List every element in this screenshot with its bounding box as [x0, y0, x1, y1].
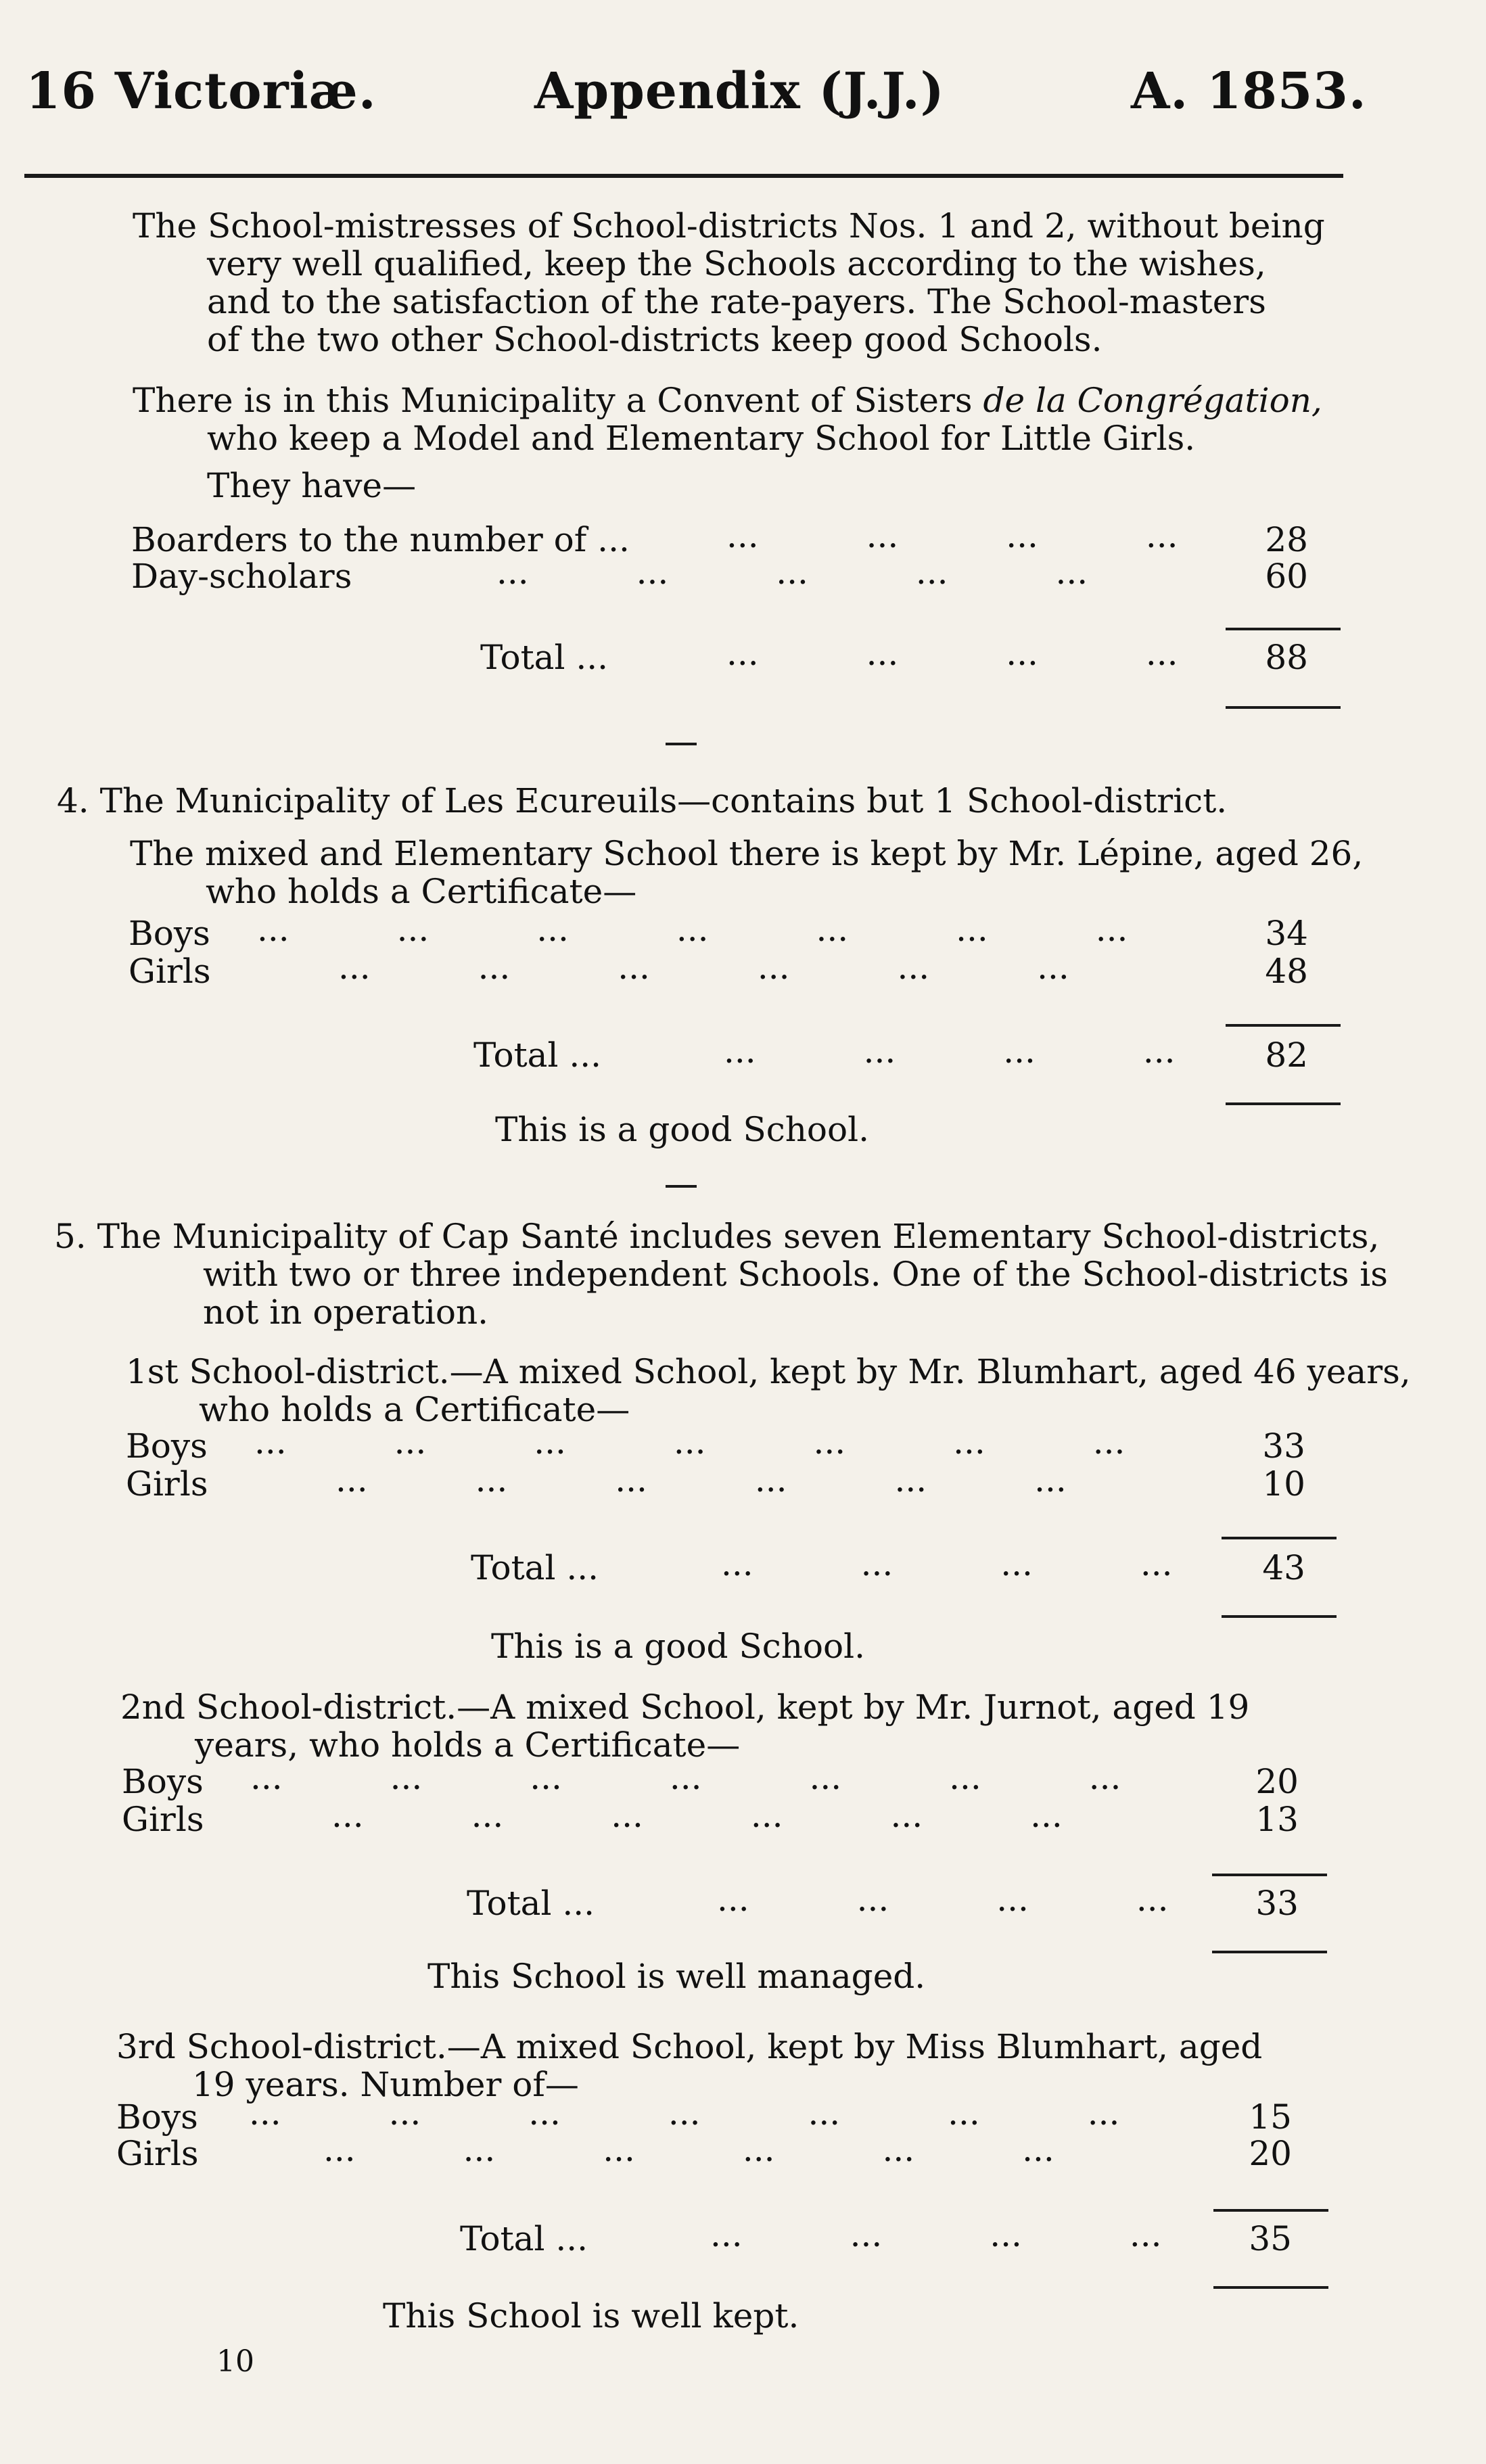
text-line: of the two other School-districts keep good Schools.: [207, 320, 1102, 359]
leader-dots: ... ... ... ...: [710, 2215, 1162, 2254]
sum-rule: [1226, 1102, 1341, 1105]
text-line: who keep a Model and Elementary School for Little Girls.: [207, 419, 1196, 458]
text-line: They have—: [207, 466, 417, 505]
header-session: 16 Victoriæ.: [26, 62, 377, 120]
row-label: Boys: [116, 2097, 198, 2137]
page-number: 10: [216, 2344, 254, 2379]
total-label: Total ...: [473, 1036, 602, 1075]
row-value: 20: [1255, 1762, 1299, 1801]
text-line: [133, 381, 1322, 419]
text-line: 19 years. Number of—: [192, 2065, 579, 2104]
remark: This School is well kept.: [383, 2296, 799, 2335]
text-line: not in operation.: [203, 1293, 489, 1332]
total-label: Total ...: [460, 2219, 588, 2258]
row-value: 10: [1262, 1464, 1305, 1504]
sum-rule: [1226, 628, 1341, 630]
total-value: 35: [1249, 2219, 1292, 2258]
text-line: 1st School-district.—A mixed School, kept by Mr. Blumhart, aged 46 years,: [126, 1352, 1411, 1391]
table-row: [122, 1796, 1299, 1840]
text-line: very well qualified, keep the Schools according to the wishes,: [207, 244, 1266, 283]
text-line: 3rd School-district.—A mixed School, kept by Miss Blumhart, aged: [116, 2027, 1263, 2066]
remark: This is a good School.: [491, 1627, 866, 1666]
section-separator: [666, 1185, 697, 1188]
remark: This School is well managed.: [427, 1957, 926, 1996]
sum-rule: [1222, 1537, 1337, 1539]
sum-rule: [1212, 1951, 1327, 1953]
table-row: [131, 553, 1308, 597]
sum-rule: [1213, 2209, 1328, 2212]
total-label: Total ...: [467, 1884, 595, 1923]
row-label: Boys: [126, 1426, 208, 1466]
total-row: [460, 2215, 1292, 2259]
total-label: Total ...: [471, 1548, 599, 1587]
leader-dots: ... ... ... ... ... ...: [331, 1796, 1063, 1835]
text-line: The mixed and Elementary School there is kept by Mr. Lépine, aged 26,: [130, 834, 1364, 873]
total-row: [480, 634, 1308, 678]
leader-dots: ... ... ... ... ... ... ...: [254, 1422, 1125, 1462]
leader-dots: ... ... ... ...: [726, 634, 1178, 673]
row-label: Day-scholars: [131, 557, 352, 596]
row-value: 20: [1249, 2134, 1292, 2173]
leader-dots: ... ... ... ... ... ... ...: [249, 2093, 1120, 2133]
total-value: 88: [1265, 638, 1308, 677]
leader-dots: ... ... ... ...: [717, 1880, 1169, 1919]
text-line: The School-mistresses of School-districts Nos. 1 and 2, without being: [133, 206, 1325, 246]
paragraph-district-2: [120, 1688, 1249, 1764]
leader-dots: ... ... ... ...: [724, 1031, 1176, 1071]
text-line: and to the satisfaction of the rate-payers. The School-masters: [207, 282, 1266, 321]
text-line: years, who holds a Certificate—: [195, 1725, 741, 1765]
total-value: 43: [1262, 1548, 1305, 1587]
row-value: 33: [1262, 1426, 1305, 1466]
leader-dots: ... ... ... ... ...: [496, 553, 1088, 592]
sum-rule: [1226, 1024, 1341, 1027]
row-label: Girls: [129, 952, 211, 991]
total-row: [473, 1031, 1308, 1075]
total-value: 82: [1265, 1036, 1308, 1075]
leader-dots: ... ... ... ... ... ...: [323, 2130, 1054, 2169]
paragraph-school-mistresses: [133, 207, 1325, 358]
sum-rule: [1226, 706, 1341, 709]
text-line: with two or three independent Schools. One of the School-districts is: [203, 1255, 1388, 1294]
leader-dots: ... ... ... ... ... ...: [338, 948, 1069, 987]
text-line: 5. The Municipality of Cap Santé includes seven Elementary School-districts,: [54, 1217, 1380, 1256]
leader-dots: ... ... ... ...: [726, 516, 1178, 555]
row-label: Boys: [122, 1762, 204, 1801]
leader-dots: ... ... ... ... ... ... ...: [250, 1758, 1121, 1797]
text-span: There is in this Municipality a Convent of Sisters: [133, 381, 983, 420]
row-value: 60: [1265, 557, 1308, 596]
paragraph-cap-sante: [54, 1217, 1388, 1331]
row-label: Boarders to the number of ...: [131, 520, 630, 559]
row-value: 15: [1249, 2097, 1292, 2137]
row-label: Girls: [116, 2134, 199, 2173]
table-row: [126, 1460, 1305, 1504]
section-separator: [666, 743, 697, 745]
table-row: [129, 948, 1308, 992]
total-row: [471, 1544, 1305, 1588]
leader-dots: ... ... ... ... ... ... ...: [257, 910, 1128, 949]
total-label: Total ...: [480, 638, 609, 677]
header-rule: [24, 174, 1343, 178]
text-line: who holds a Certificate—: [199, 1390, 630, 1429]
table-row: [116, 2130, 1292, 2174]
total-row: [467, 1880, 1299, 1924]
sum-rule: [1212, 1874, 1327, 1876]
paragraph-convent: [133, 381, 1322, 505]
header-year: A. 1853.: [1131, 62, 1367, 120]
row-value: 28: [1265, 520, 1308, 559]
sum-rule: [1222, 1615, 1337, 1618]
header-appendix: Appendix (J.J.): [534, 62, 945, 120]
row-value: 13: [1255, 1800, 1299, 1839]
row-value: 48: [1265, 952, 1308, 991]
row-label: Girls: [122, 1800, 204, 1839]
row-label: Girls: [126, 1464, 208, 1504]
row-label: Boys: [129, 914, 210, 953]
total-value: 33: [1255, 1884, 1299, 1923]
remark: This is a good School.: [495, 1110, 870, 1149]
row-value: 34: [1265, 914, 1308, 953]
leader-dots: ... ... ... ... ... ...: [335, 1460, 1067, 1500]
text-line: 2nd School-district.—A mixed School, kept by Mr. Jurnot, aged 19: [120, 1688, 1250, 1727]
paragraph-district-1: [126, 1353, 1411, 1428]
paragraph-les-ecureuils: [57, 782, 1363, 910]
leader-dots: ... ... ... ...: [721, 1544, 1173, 1583]
sum-rule: [1213, 2286, 1328, 2289]
text-line: 4. The Municipality of Les Ecureuils—contains but 1 School-district.: [57, 781, 1228, 820]
text-line: who holds a Certificate—: [206, 872, 637, 911]
italic-span: de la Congrégation,: [983, 381, 1322, 420]
